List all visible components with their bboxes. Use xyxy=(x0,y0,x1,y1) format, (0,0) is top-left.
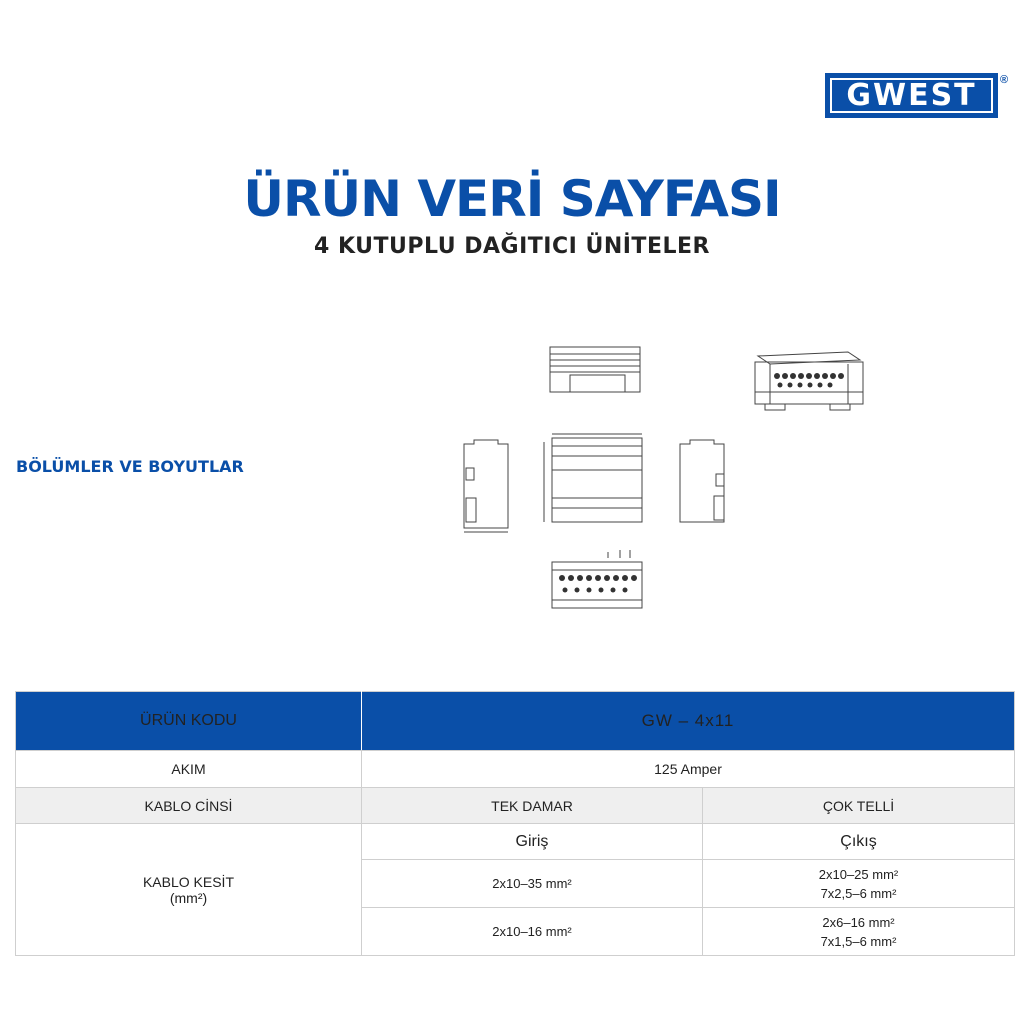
cable-section-label xyxy=(16,824,362,956)
registered-mark: ® xyxy=(1000,74,1009,86)
cable-type-single: TEK DAMAR xyxy=(362,788,703,824)
output-value-line: 7x2,5–6 mm² xyxy=(820,885,897,901)
product-code-value: GW – 4x11 xyxy=(362,692,1015,751)
current-value: 125 Amper xyxy=(362,751,1015,788)
product-code-label: ÜRÜN KODU xyxy=(16,692,362,751)
input-value: 2x10–16 mm² xyxy=(362,908,703,956)
output-value xyxy=(703,908,1015,956)
left-side-view-drawing xyxy=(464,440,508,532)
table-row xyxy=(16,751,1015,788)
brand-logo xyxy=(825,73,998,118)
input-label: Giriş xyxy=(362,824,703,860)
cable-type-label: KABLO CİNSİ xyxy=(16,788,362,824)
page-subtitle: 4 KUTUPLU DAĞITICI ÜNİTELER xyxy=(314,234,710,259)
cable-section-label-line1: KABLO KESİT xyxy=(142,873,235,890)
cable-type-multi: ÇOK TELLİ xyxy=(703,788,1015,824)
table-row xyxy=(16,824,1015,860)
output-value-line: 7x1,5–6 mm² xyxy=(820,933,897,949)
top-view-drawing xyxy=(550,347,640,392)
spec-table xyxy=(15,691,1015,956)
table-header-row xyxy=(16,692,1015,751)
page-title: ÜRÜN VERİ SAYFASI xyxy=(243,170,781,228)
section-title: BÖLÜMLER VE BOYUTLAR xyxy=(16,457,244,476)
isometric-view-drawing xyxy=(755,352,863,410)
table-row xyxy=(16,788,1015,824)
output-value xyxy=(703,860,1015,908)
bottom-view-drawing xyxy=(552,550,642,608)
output-value-line: 2x10–25 mm² xyxy=(818,866,899,882)
front-view-drawing xyxy=(544,434,642,522)
technical-drawing xyxy=(440,330,900,620)
current-label: AKIM xyxy=(16,751,362,788)
brand-logo-text: GWEST xyxy=(830,78,993,113)
input-value: 2x10–35 mm² xyxy=(362,860,703,908)
right-side-view-drawing xyxy=(680,440,724,522)
output-value-line: 2x6–16 mm² xyxy=(822,914,895,930)
output-label: Çıkış xyxy=(703,824,1015,860)
cable-section-label-line2: (mm²) xyxy=(169,889,208,906)
